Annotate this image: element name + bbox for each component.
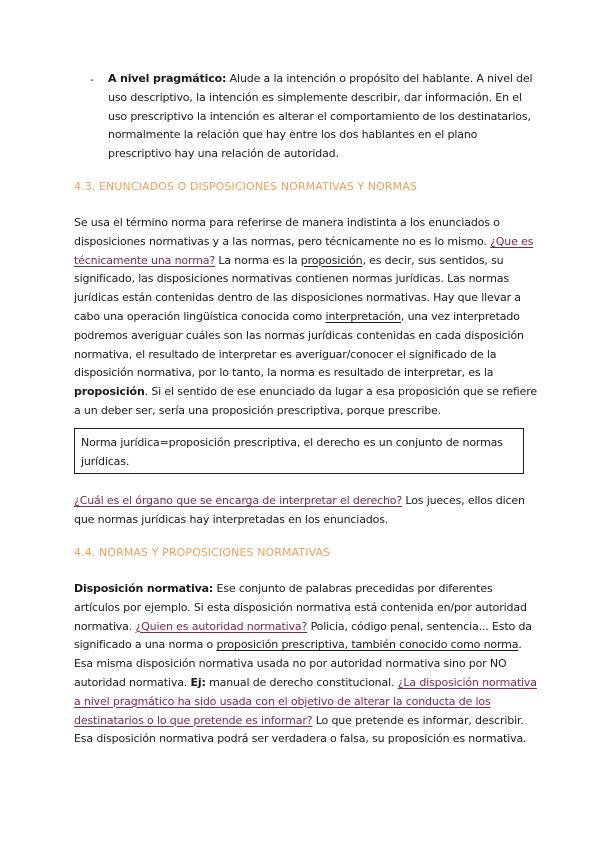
- question-interpreter-organ: ¿Cuál es el órgano que se encarga de interpretar el derecho?: [74, 494, 403, 507]
- intro-text: Se usa el término norma para referirse de manera indistinta a los enunciados o disposiciones normativas y a las normas, pero técnicamente no es lo mismo.: [74, 216, 500, 248]
- body-text: Ese conjunto de palabras precedidas por diferentes artículos por ejemplo. Si esta disposición normativa está contenida en/por autoridad normativa.: [74, 582, 527, 633]
- body-text: Los jueces, ellos dicen que normas jurídicas hay interpretadas en los enunciados.: [74, 494, 525, 526]
- section-heading-4-4: 4.4. NORMAS Y PROPOSICIONES NORMATIVAS: [74, 546, 331, 559]
- interpretacion-underlined: interpretación: [325, 309, 401, 323]
- body-text: La norma es la: [215, 253, 301, 267]
- proposicion-underlined: proposición: [300, 253, 363, 267]
- section-4-3-body: [74, 214, 540, 421]
- definition-box: Norma jurídica=proposición prescriptiva, el derecho es un conjunto de normas jurídicas.: [74, 428, 524, 474]
- section-4-4-body: [74, 580, 540, 749]
- prescriptive-proposition-underlined: proposición prescriptiva, también conocido como norma: [216, 638, 519, 652]
- pragmatic-level-paragraph: [108, 70, 540, 164]
- disposicion-term: Disposición normativa:: [74, 582, 214, 595]
- body-text: Policia, código penal, sentencia... Esto da significado a una norma o: [74, 619, 532, 652]
- body-text: . Esa misma disposición normativa usada no por autoridad normativa sino por NO autoridad normativa.: [74, 638, 522, 689]
- question-who-is-authority: ¿Quien es autoridad normativa?: [135, 619, 308, 633]
- body-text: . Si el sentido de ese enunciado da lugar a esa proposición que se refiere a un deber ser, sería una proposición prescriptiva, porque prescribe.: [74, 385, 537, 417]
- question-what-is-norm: ¿Que es técnicamente una norma?: [74, 234, 534, 267]
- pragmatic-level-text: Alude a la intención o propósito del hablante. A nivel del uso descriptivo, la intención es simplemente describir, dar información. En el uso prescriptivo la intención es alterar el comportamiento de los destinatarios, normalmente la relación que hay entre los dos hablantes en el plano prescriptivo hay una relación de autoridad.: [108, 72, 533, 161]
- body-text: manual de derecho constitucional.: [205, 675, 395, 689]
- body-text: , es decir, sus sentidos, su significado, las disposiciones normativas contienen normas jurídicas. Las normas jurídicas están contenidas dentro de las disposiciones normativas. Hay que llevar a cabo una operación lingüística conocida como: [74, 253, 521, 323]
- example-label: Ej:: [190, 675, 206, 689]
- section-heading-4-3: 4.3. ENUNCIADOS O DISPOSICIONES NORMATIVAS Y NORMAS: [74, 180, 417, 193]
- proposicion-bold: proposición: [74, 385, 145, 399]
- pragmatic-level-term: A nivel pragmático:: [108, 72, 227, 85]
- interpreter-paragraph: [74, 492, 540, 530]
- body-text: Lo que pretende es informar, describir. Esa disposición normativa podrá ser verdadera o falsa, su proposición es normativa.: [74, 713, 527, 746]
- bullet-dash: -: [90, 73, 94, 86]
- question-pragmatic-use: ¿La disposición normativa a nivel pragmático ha sido usada con el objetivo de alterar la conducta de los destinatarios o lo que pretende es informar?: [74, 675, 537, 727]
- body-text: , una vez interpretado podremos averiguar cuáles son las normas jurídicas contenidas en cada disposición normativa, el resultado de interpretar es averiguar/conocer el significado de la disposición normativa, por lo tanto, la norma es resultado de interpretar, es la: [74, 309, 524, 380]
